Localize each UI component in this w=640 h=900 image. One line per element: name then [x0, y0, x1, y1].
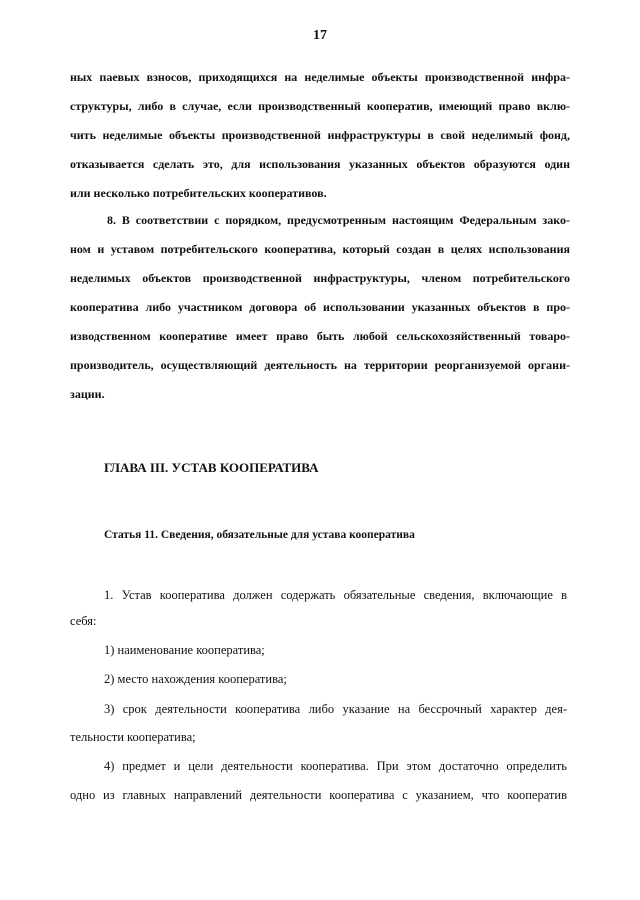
text-line: 2) место нахождения кооператива; — [104, 672, 287, 686]
text-line: структуры, либо в случае, если производственный кооператив, имеющий право вклю- — [70, 99, 570, 113]
text-line: или несколько потребительских кооперативов. — [70, 186, 327, 200]
text-line: чить неделимые объекты производственной инфраструктуры в свой неделимый фонд, — [70, 128, 570, 142]
text-line: кооператива либо участником договора об использовании указанных объектов в про- — [70, 300, 570, 314]
text-line: неделимых объектов производственной инфраструктуры, членом потребительского — [70, 271, 570, 285]
text-line: одно из главных направлений деятельности кооператива с указанием, что кооператив — [70, 788, 567, 802]
text-line: отказывается сделать это, для использования указанных объектов образуются один — [70, 157, 570, 171]
text-line: изводственном кооперативе имеет право быть любой сельскохозяйственный товаро- — [70, 329, 570, 343]
article-heading: Статья 11. Сведения, обязательные для устава кооператива — [104, 529, 415, 541]
text-line: ном и уставом потребительского кооператива, который создан в целях использования — [70, 242, 570, 256]
text-line: 4) предмет и цели деятельности кооператива. При этом достаточно определить — [104, 759, 567, 773]
page-number: 17 — [313, 28, 327, 43]
text-line: ных паевых взносов, приходящихся на неделимые объекты производственной инфра- — [70, 70, 570, 84]
chapter-heading: ГЛАВА III. УСТАВ КООПЕРАТИВА — [104, 460, 319, 475]
text-line: 8. В соответствии с порядком, предусмотренным настоящим Федеральным зако- — [107, 213, 570, 227]
text-line: тельности кооператива; — [70, 730, 196, 744]
text-line: зации. — [70, 387, 105, 401]
text-line: производитель, осуществляющий деятельность на территории реорганизуемой органи- — [70, 358, 570, 372]
text-line: 3) срок деятельности кооператива либо указание на бессрочный характер дея- — [104, 702, 567, 716]
text-line: 1) наименование кооператива; — [104, 643, 265, 657]
text-line: 1. Устав кооператива должен содержать обязательные сведения, включающие в — [104, 588, 567, 602]
text-line: себя: — [70, 614, 97, 628]
